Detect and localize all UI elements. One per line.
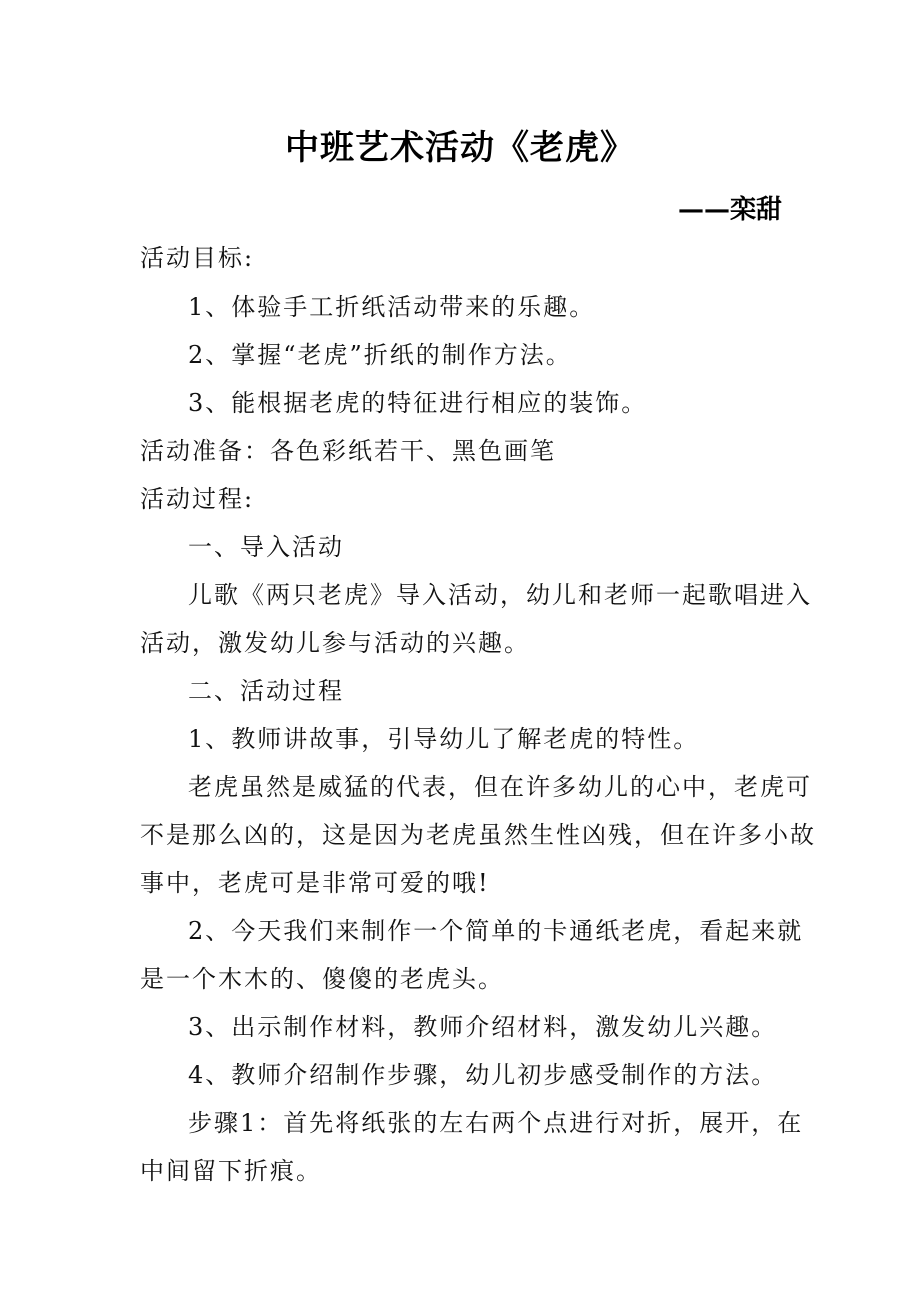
paragraph-line: 4、教师介绍制作步骤，幼儿初步感受制作的方法。 (188, 1061, 778, 1089)
paragraph-line: 1、教师讲故事，引导幼儿了解老虎的特性。 (188, 725, 700, 753)
subsection-heading: 一、导入活动 (188, 533, 344, 561)
section-heading-goals: 活动目标: (140, 244, 255, 272)
subsection-heading: 二、活动过程 (188, 677, 344, 705)
goal-item: 1、体验手工折纸活动带来的乐趣。 (188, 293, 596, 321)
document-author: ——栾甜 (677, 195, 782, 225)
paragraph-line: 老虎虽然是威猛的代表，但在许多幼儿的心中，老虎可 (188, 773, 812, 801)
paragraph-line: 不是那么凶的，这是因为老虎虽然生性凶残，但在许多小故 (140, 821, 816, 849)
paragraph-line: 活动，激发幼儿参与活动的兴趣。 (140, 629, 530, 657)
section-heading-preparation: 活动准备：各色彩纸若干、黑色画笔 (140, 437, 556, 465)
goal-item: 2、掌握“老虎”折纸的制作方法。 (188, 341, 572, 369)
paragraph-line: 3、出示制作材料，教师介绍材料，激发幼儿兴趣。 (188, 1013, 778, 1041)
document-title: 中班艺术活动《老虎》 (285, 128, 635, 168)
paragraph-line: 步骤1：首先将纸张的左右两个点进行对折，展开，在 (188, 1109, 804, 1137)
paragraph-line: 中间留下折痕。 (140, 1157, 322, 1185)
section-heading-process: 活动过程: (140, 485, 255, 513)
goal-item: 3、能根据老虎的特征进行相应的装饰。 (188, 389, 648, 417)
paragraph-line: 是一个木木的、傻傻的老虎头。 (140, 965, 504, 993)
paragraph-line: 儿歌《两只老虎》导入活动，幼儿和老师一起歌唱进入 (188, 581, 812, 609)
paragraph-line: 2、今天我们来制作一个简单的卡通纸老虎，看起来就 (188, 917, 804, 945)
paragraph-line: 事中，老虎可是非常可爱的哦! (140, 869, 490, 897)
